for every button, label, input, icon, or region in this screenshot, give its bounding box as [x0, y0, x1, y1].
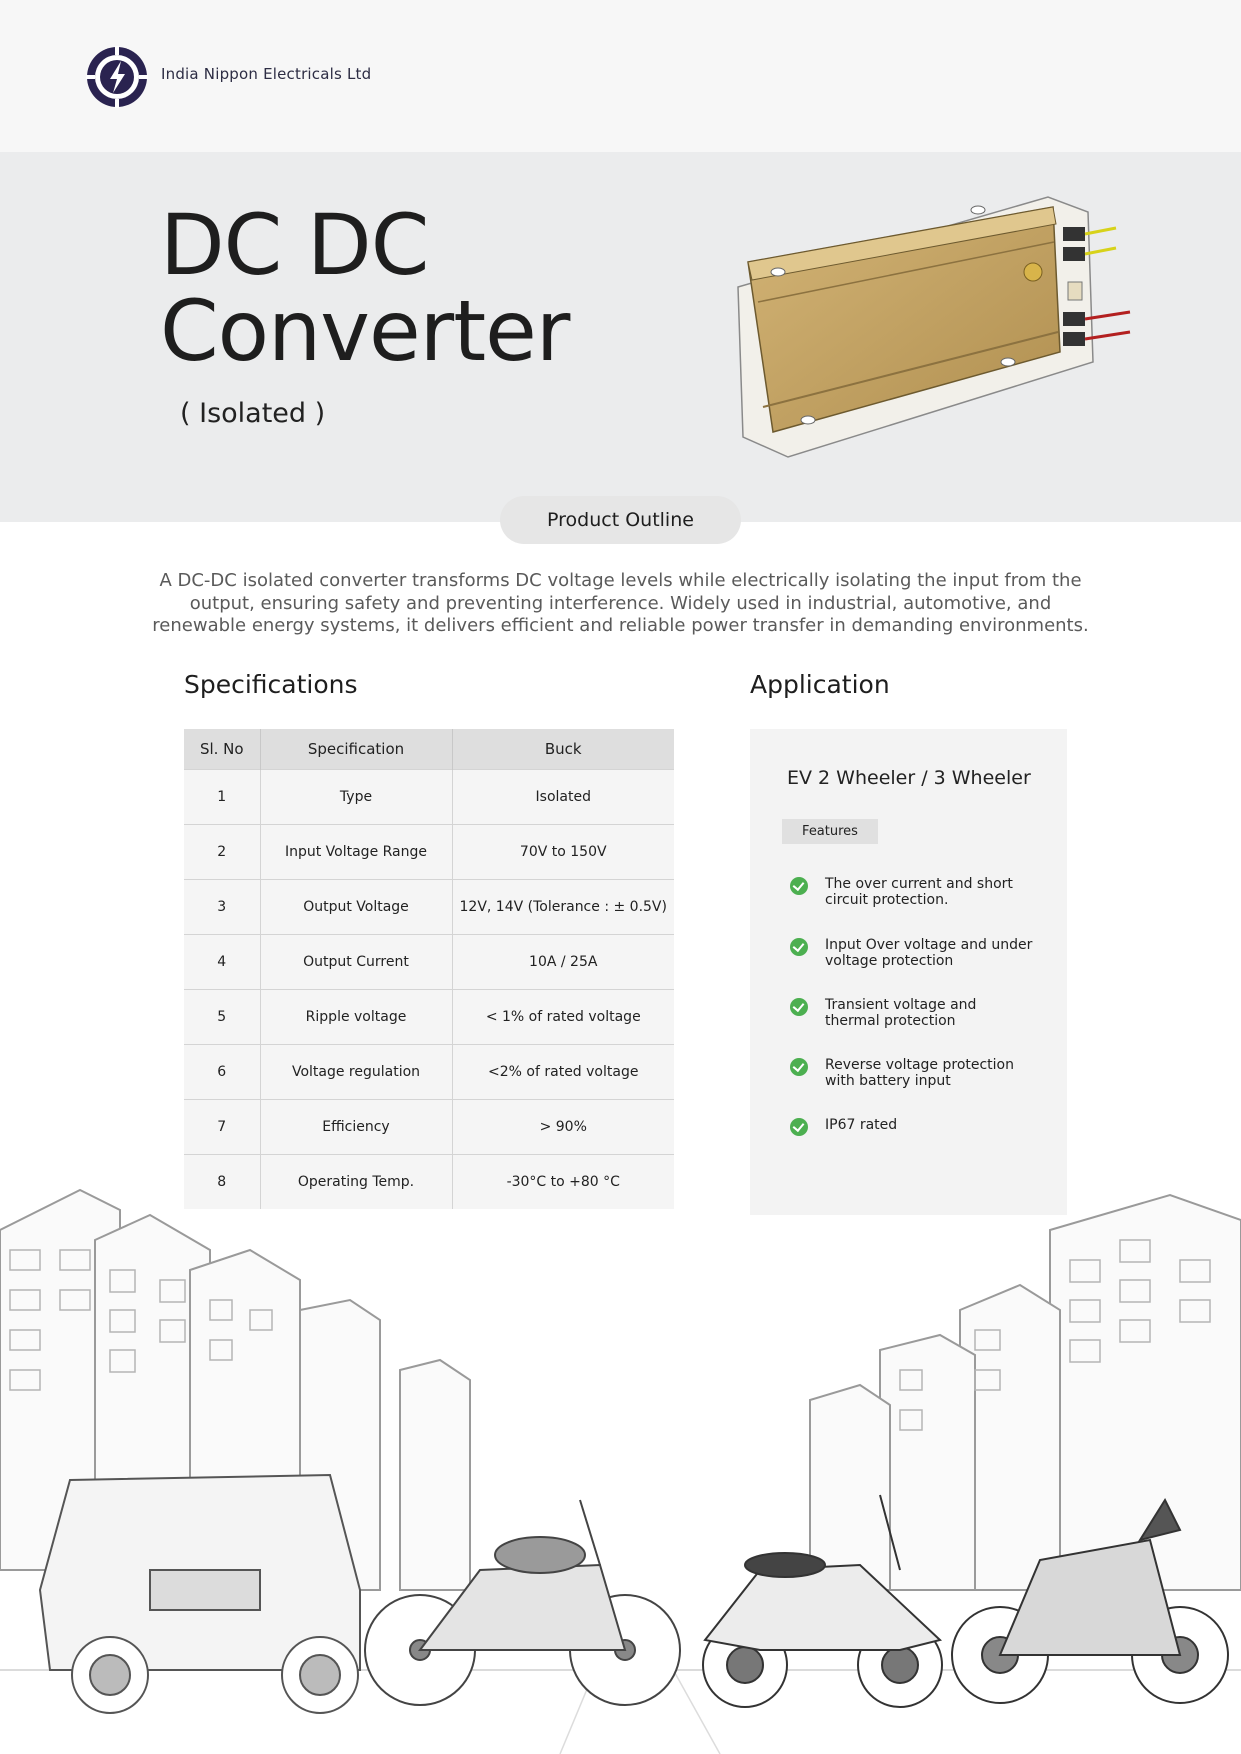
feature-text: Reverse voltage protection with battery input: [825, 1057, 1014, 1089]
features-label: Features: [782, 819, 878, 844]
table-row: [184, 769, 674, 824]
check-icon: [790, 877, 808, 895]
table-cell: <2% of rated voltage: [452, 1044, 674, 1099]
check-icon: [790, 1058, 808, 1076]
table-cell: 3: [184, 879, 260, 934]
table-cell: Efficiency: [260, 1099, 452, 1154]
table-cell: Type: [260, 769, 452, 824]
check-icon: [790, 938, 808, 956]
page-title: [160, 196, 570, 380]
table-cell: Input Voltage Range: [260, 824, 452, 879]
feature-text: Transient voltage and thermal protection: [825, 997, 977, 1029]
application-card: [750, 729, 1067, 1215]
column-header: Buck: [452, 729, 674, 769]
table-row: [184, 879, 674, 934]
check-icon: [790, 1118, 808, 1136]
table-cell: 70V to 150V: [452, 824, 674, 879]
company-name: India Nippon Electricals Ltd: [161, 65, 372, 83]
feature-text: IP67 rated: [825, 1117, 898, 1133]
table-cell: Operating Temp.: [260, 1154, 452, 1209]
table-cell: -30°C to +80 °C: [452, 1154, 674, 1209]
table-cell: 1: [184, 769, 260, 824]
application-title: EV 2 Wheeler / 3 Wheeler: [787, 767, 1031, 789]
product-outline-label: Product Outline: [500, 496, 741, 544]
table-row: [184, 1044, 674, 1099]
feature-text: The over current and short circuit protection.: [825, 876, 1013, 908]
feature-item: [790, 937, 1050, 969]
table-cell: Output Current: [260, 934, 452, 989]
table-cell: 6: [184, 1044, 260, 1099]
column-header: Specification: [260, 729, 452, 769]
specifications-heading: Specifications: [184, 670, 358, 699]
table-cell: Isolated: [452, 769, 674, 824]
table-header-row: [184, 729, 674, 769]
feature-item: [790, 1057, 1050, 1089]
column-header: Sl. No: [184, 729, 260, 769]
auto-rickshaw-icon: [40, 1475, 360, 1713]
table-cell: 12V, 14V (Tolerance : ± 0.5V): [452, 879, 674, 934]
application-heading: Application: [750, 670, 890, 699]
feature-text: Input Over voltage and under voltage protection: [825, 937, 1033, 969]
check-icon: [790, 998, 808, 1016]
table-cell: 10A / 25A: [452, 934, 674, 989]
table-row: [184, 989, 674, 1044]
table-cell: < 1% of rated voltage: [452, 989, 674, 1044]
page-header: [0, 0, 1241, 152]
hero-section: [0, 152, 1241, 522]
table-cell: Output Voltage: [260, 879, 452, 934]
table-cell: 8: [184, 1154, 260, 1209]
table-row: [184, 934, 674, 989]
table-cell: 2: [184, 824, 260, 879]
feature-item: [790, 997, 1050, 1029]
table-cell: 7: [184, 1099, 260, 1154]
company-logo-icon: [86, 46, 148, 108]
product-description: A DC-DC isolated converter transforms DC voltage levels while electrically isolating the input from the output, ensuring safety and preventing interference. Widely used in industrial, automotive, and renewable energy systems, it delivers efficient and reliable power transfer in demanding environments.: [152, 570, 1089, 636]
table-cell: > 90%: [452, 1099, 674, 1154]
table-row: [184, 1099, 674, 1154]
city-vehicles-illustration: [0, 1170, 1241, 1754]
feature-item: [790, 876, 1050, 908]
table-cell: 5: [184, 989, 260, 1044]
table-cell: Ripple voltage: [260, 989, 452, 1044]
title-line-1: DC DC: [160, 196, 429, 294]
converter-product-image: [718, 192, 1148, 462]
specifications-table: [184, 729, 674, 1209]
table-cell: 4: [184, 934, 260, 989]
page-subtitle: ( Isolated ): [180, 398, 326, 429]
title-line-2: Converter: [160, 282, 570, 380]
table-cell: Voltage regulation: [260, 1044, 452, 1099]
feature-item: [790, 1117, 1050, 1136]
table-row: [184, 824, 674, 879]
